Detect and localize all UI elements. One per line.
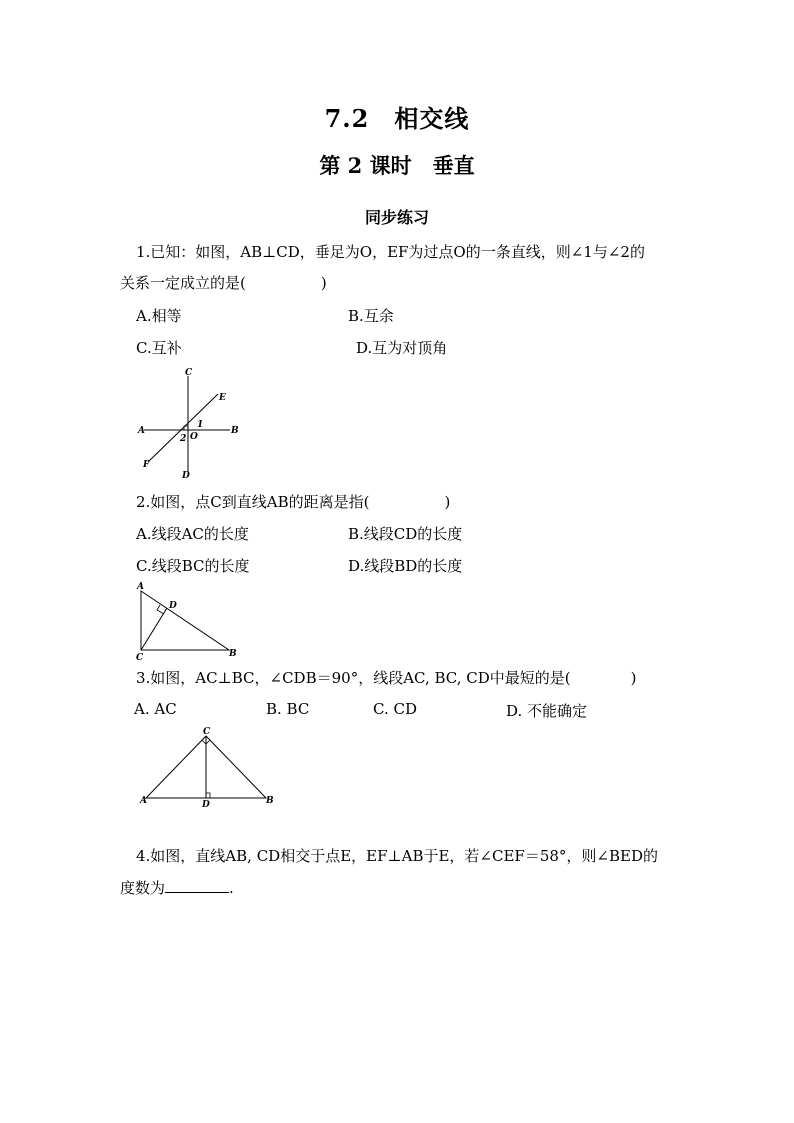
q3-label-d: D [202,800,210,810]
q1-label-angle-1: 1 [197,420,204,430]
q1-stem-line1: 1.已知：如图，AB⊥CD，垂足为O，EF为过点O的一条直线，则∠1与∠2的 [136,243,645,261]
q3-label-c: C [203,727,211,737]
q1-line-ef [148,394,218,462]
q1-label-angle-2: 2 [180,434,187,444]
q2-label-c: C [136,653,144,662]
q2-right-angle-mark [157,605,164,614]
q2-option-c[interactable]: C.线段BC的长度 [136,557,250,575]
q2-label-d: D [169,601,177,611]
q2-label-a: A [137,582,144,592]
q3-option-a[interactable]: A. AC [134,700,177,718]
q1-label-c: C [185,368,193,378]
q1-option-a[interactable]: A.相等 [136,307,182,325]
lesson-subtitle: 第 2 课时 垂直 [319,153,475,178]
q1-label-b: B [231,426,239,436]
q4-answer-blank[interactable] [165,878,229,893]
q1-label-o: O [190,432,198,442]
q2-option-b[interactable]: B.线段CD的长度 [348,525,463,543]
q3-option-b[interactable]: B. BC [266,700,310,718]
q3-label-a: A [140,796,147,806]
page-title: 7.2 相交线 [324,104,470,133]
q3-option-c[interactable]: C. CD [373,700,417,718]
q3-stem: 3.如图，AC⊥BC，∠CDB＝90°，线段AC, BC, CD中最短的是( ) [136,669,637,687]
q1-option-c[interactable]: C.互补 [136,339,182,357]
q2-triangle-abc [141,591,229,650]
q2-option-a[interactable]: A.线段AC的长度 [136,525,249,543]
q2-label-b: B [229,649,237,659]
q4-stem-line1: 4.如图，直线AB, CD相交于点E，EF⊥AB于E，若∠CEF＝58°，则∠BED的 [136,847,658,865]
q1-stem-line2: 关系一定成立的是( ) [120,274,327,292]
q2-stem: 2.如图，点C到直线AB的距离是指( ) [136,493,451,511]
q4-suffix: . [229,879,234,897]
q1-label-a: A [138,426,145,436]
q3-figure [136,724,282,810]
q2-option-d[interactable]: D.线段BD的长度 [348,557,463,575]
q1-label-d: D [182,471,190,481]
q2-segment-cd [141,608,167,650]
section-heading: 同步练习 [364,208,429,227]
q3-right-angle-mark-d [206,793,210,798]
q1-label-f: F [143,460,150,470]
q1-option-d[interactable]: D.互为对顶角 [356,339,448,357]
q1-option-b[interactable]: B.互余 [348,307,394,325]
q1-figure [132,364,252,482]
q4-prefix: 度数为 [120,879,166,897]
q1-label-e: E [219,393,226,403]
q3-label-b: B [266,796,274,806]
q4-stem-line2 [120,878,234,898]
q2-figure [132,578,244,662]
q3-option-d[interactable]: D. 不能确定 [506,702,588,720]
